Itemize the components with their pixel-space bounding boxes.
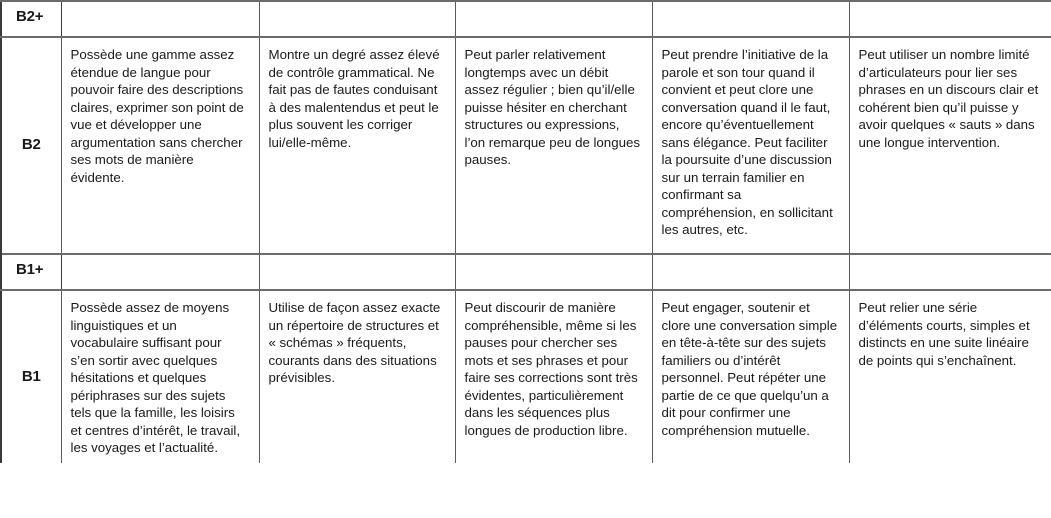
band-cell-b2-plus-interaction bbox=[652, 1, 849, 37]
descriptor-text: Peut engager, soutenir et clore une conversation simple en tête-à-tête sur des sujets familiers ou d’intérêt personnel. Peut répéter une partie de ce que quelqu’un a dit pour confirmer une compréhension mutuelle. bbox=[661, 300, 838, 438]
band-text bbox=[260, 255, 455, 273]
descriptor-text: Possède une gamme assez étendue de langue pour pouvoir faire des descriptions claires, exprimer son point de vue et développer une argumentation sans chercher ses mots de manière évidente. bbox=[70, 47, 244, 185]
descriptor-cell-b1-interaction bbox=[652, 290, 849, 463]
band-text bbox=[850, 2, 1051, 20]
band-text bbox=[653, 2, 849, 20]
band-cell-b2-plus-coherence bbox=[849, 1, 1051, 37]
level-cell-b1 bbox=[1, 290, 61, 463]
level-cell-b1-plus bbox=[1, 254, 61, 290]
band-text bbox=[653, 255, 849, 273]
descriptor-text: Peut relier une série d’éléments courts, simples et distincts en une suite linéaire de points qui s’enchaînent. bbox=[858, 300, 1030, 368]
table-row-b1 bbox=[1, 290, 1051, 463]
band-cell-b2-plus-correction bbox=[259, 1, 455, 37]
band-text bbox=[850, 255, 1051, 273]
band-cell-b2-plus-aisance bbox=[455, 1, 652, 37]
band-cell-b1-plus-correction bbox=[259, 254, 455, 290]
band-cell-b2-plus-etendue bbox=[61, 1, 259, 37]
descriptor-cell-b1-correction bbox=[259, 290, 455, 463]
descriptor-cell-b2-interaction bbox=[652, 37, 849, 254]
band-cell-b1-plus-interaction bbox=[652, 254, 849, 290]
level-cell-b2-plus bbox=[1, 1, 61, 37]
level-label-b1-plus: B1+ bbox=[16, 261, 44, 279]
level-label-b2-plus: B2+ bbox=[16, 8, 44, 25]
band-text bbox=[456, 2, 652, 20]
band-text bbox=[260, 2, 455, 20]
band-text bbox=[62, 2, 259, 20]
band-cell-b1-plus-etendue bbox=[61, 254, 259, 290]
descriptor-cell-b2-coherence bbox=[849, 37, 1051, 254]
descriptor-text: Peut parler relativement longtemps avec un débit assez régulier ; bien qu’il/elle puisse hésiter en cherchant structures ou expressions, l’on remarque peu de longues pauses. bbox=[464, 47, 641, 168]
descriptor-text: Peut prendre l’initiative de la parole et son tour quand il convient et peut clore une conversation quand il le faut, encore qu’éventuellement sans élégance. Peut faciliter la poursuite d’une discussion sur un terrain familier en confirmant sa compréhension, en sollicitant les autres, etc. bbox=[661, 47, 833, 238]
table-row-b2 bbox=[1, 37, 1051, 254]
descriptor-cell-b1-aisance bbox=[455, 290, 652, 463]
descriptor-cell-b2-aisance bbox=[455, 37, 652, 254]
band-cell-b1-plus-coherence bbox=[849, 254, 1051, 290]
level-label-b1: B1 bbox=[21, 367, 41, 385]
descriptor-text: Utilise de façon assez exacte un répertoire de structures et « schémas » fréquents, courants dans des situations prévisibles. bbox=[268, 300, 441, 386]
descriptor-text: Peut discourir de manière compréhensible, même si les pauses pour chercher ses mots et ses phrases et pour faire ses corrections sont très évidentes, particulièrement dans les séquences plus longues de production libre. bbox=[464, 300, 638, 438]
level-label-b2: B2 bbox=[21, 136, 41, 154]
descriptor-text: Montre un degré assez élevé de contrôle grammatical. Ne fait pas de fautes conduisant à des malentendus et peut le plus souvent les corriger lui/elle-même. bbox=[268, 47, 440, 150]
descriptor-cell-b2-etendue bbox=[61, 37, 259, 254]
band-cell-b1-plus-aisance bbox=[455, 254, 652, 290]
band-text bbox=[62, 255, 259, 273]
level-cell-b2 bbox=[1, 37, 61, 254]
descriptor-cell-b2-correction bbox=[259, 37, 455, 254]
descriptor-text: Possède assez de moyens linguistiques et un vocabulaire suffisant pour s’en sortir avec quelques hésitations et quelques périphrases sur des sujets tels que la famille, les loisirs et centres d’intérêt, le travail, les voyages et l’actualité. bbox=[70, 300, 241, 456]
descriptor-cell-b1-etendue bbox=[61, 290, 259, 463]
descriptor-text: Peut utiliser un nombre limité d’articulateurs pour lier ses phrases en un discours clair et cohérent bien qu’il puisse y avoir quelques « sauts » dans une longue intervention. bbox=[858, 47, 1039, 150]
descriptor-cell-b1-coherence bbox=[849, 290, 1051, 463]
band-text bbox=[456, 255, 652, 273]
table-row-b2-plus bbox=[1, 1, 1051, 37]
table-row-b1-plus bbox=[1, 254, 1051, 290]
